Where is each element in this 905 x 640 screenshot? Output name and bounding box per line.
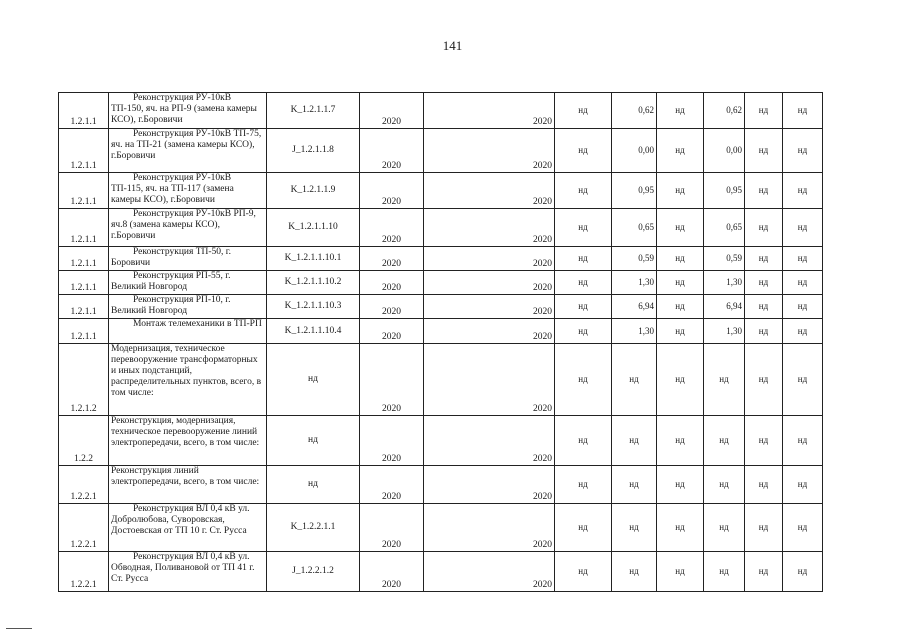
row-name	[109, 271, 267, 295]
row-value-3: нд	[657, 552, 704, 592]
row-value-5: нд	[745, 173, 783, 209]
row-value-4: 1,30	[704, 319, 745, 344]
row-year-end: 2020	[424, 247, 555, 271]
row-year-start: 2020	[360, 271, 424, 295]
row-value-2: нд	[612, 552, 657, 592]
row-code: 1.2.2.1	[59, 552, 109, 592]
row-value-6: нд	[783, 209, 823, 247]
row-value-4: 0,95	[704, 173, 745, 209]
page-number: 141	[442, 38, 463, 53]
row-value-5: нд	[745, 271, 783, 295]
row-name-text: Реконструкция РП-10, г. Великий Новгород	[111, 295, 231, 316]
row-identifier: K_1.2.1.1.10.4	[267, 319, 360, 344]
row-value-3: нд	[657, 247, 704, 271]
row-identifier: J_1.2.2.1.2	[267, 552, 360, 592]
row-value-2: 0,59	[612, 247, 657, 271]
table-row	[59, 466, 823, 504]
row-code: 1.2.1.1	[59, 93, 109, 129]
row-value-6: нд	[783, 319, 823, 344]
row-year-start: 2020	[360, 552, 424, 592]
row-value-6: нд	[783, 173, 823, 209]
row-value-4: 0,62	[704, 93, 745, 129]
row-value-4: нд	[704, 552, 745, 592]
row-name-text: Реконструкция ВЛ 0,4 кВ ул. Обводная, Поливановой от ТП 41 г. Ст. Русса	[111, 552, 255, 584]
row-year-end: 2020	[424, 93, 555, 129]
row-value-3: нд	[657, 466, 704, 504]
row-name	[109, 129, 267, 173]
row-year-end: 2020	[424, 552, 555, 592]
row-identifier: K_1.2.1.1.10.2	[267, 271, 360, 295]
table-row	[59, 344, 823, 416]
row-code: 1.2.2.1	[59, 504, 109, 552]
row-name	[109, 344, 267, 416]
row-value-5: нд	[745, 209, 783, 247]
row-year-end: 2020	[424, 416, 555, 466]
row-year-start: 2020	[360, 344, 424, 416]
row-value-5: нд	[745, 416, 783, 466]
row-year-start: 2020	[360, 209, 424, 247]
row-value-6: нд	[783, 93, 823, 129]
row-value-1: нд	[555, 344, 612, 416]
row-value-5: нд	[745, 319, 783, 344]
row-identifier: нд	[267, 344, 360, 416]
row-name-text: Реконструкция РП-55, г. Великий Новгород	[111, 271, 231, 292]
row-value-6: нд	[783, 504, 823, 552]
row-identifier: нд	[267, 466, 360, 504]
row-name-text: Реконструкция ВЛ 0,4 кВ ул. Добролюбова, Суворовская, Достоевская от ТП 10 г. Ст. Русса	[111, 504, 250, 536]
row-value-3: нд	[657, 295, 704, 319]
row-year-start: 2020	[360, 416, 424, 466]
row-year-end: 2020	[424, 295, 555, 319]
table-row	[59, 552, 823, 592]
row-value-1: нд	[555, 129, 612, 173]
row-value-6: нд	[783, 271, 823, 295]
row-name-text: Модернизация, техническое перевооружение трансформаторных и иных подстанций, распределительных пунктов, всего, в том числе:	[111, 344, 262, 398]
row-name	[109, 295, 267, 319]
row-value-3: нд	[657, 173, 704, 209]
row-identifier: K_1.2.1.1.10	[267, 209, 360, 247]
row-year-end: 2020	[424, 173, 555, 209]
footer-mark	[6, 628, 32, 629]
row-code: 1.2.1.1	[59, 173, 109, 209]
row-value-3: нд	[657, 319, 704, 344]
row-name	[109, 416, 267, 466]
row-value-1: нд	[555, 466, 612, 504]
row-year-end: 2020	[424, 466, 555, 504]
row-value-1: нд	[555, 271, 612, 295]
row-value-4: 0,65	[704, 209, 745, 247]
row-value-6: нд	[783, 129, 823, 173]
row-name	[109, 466, 267, 504]
row-name-text: Реконструкция РУ-10кВ ТП-115, яч. на ТП-117 (замена камеры КСО), г.Боровичи	[111, 173, 234, 205]
row-code: 1.2.1.1	[59, 319, 109, 344]
row-year-start: 2020	[360, 173, 424, 209]
row-value-2: 0,95	[612, 173, 657, 209]
row-value-2: 0,65	[612, 209, 657, 247]
row-value-4: нд	[704, 344, 745, 416]
row-identifier: K_1.2.2.1.1	[267, 504, 360, 552]
row-value-4: нд	[704, 504, 745, 552]
investment-table	[58, 92, 823, 592]
table-row	[59, 247, 823, 271]
row-value-2: нд	[612, 504, 657, 552]
table-body	[59, 93, 823, 592]
row-code: 1.2.1.2	[59, 344, 109, 416]
row-code: 1.2.1.1	[59, 295, 109, 319]
row-code: 1.2.1.1	[59, 247, 109, 271]
row-value-3: нд	[657, 271, 704, 295]
row-value-1: нд	[555, 247, 612, 271]
row-name-text: Реконструкция линий электропередачи, всего, в том числе:	[111, 466, 260, 487]
row-value-2: 6,94	[612, 295, 657, 319]
row-value-2: нд	[612, 416, 657, 466]
row-value-1: нд	[555, 295, 612, 319]
row-year-start: 2020	[360, 504, 424, 552]
row-value-5: нд	[745, 466, 783, 504]
row-value-1: нд	[555, 552, 612, 592]
row-year-start: 2020	[360, 247, 424, 271]
row-identifier: K_1.2.1.1.10.3	[267, 295, 360, 319]
row-code: 1.2.1.1	[59, 271, 109, 295]
row-value-6: нд	[783, 416, 823, 466]
table-row	[59, 93, 823, 129]
row-value-2: 1,30	[612, 319, 657, 344]
row-name-text: Реконструкция РУ-10кВ ТП-75, яч. на ТП-21 (замена камеры КСО), г.Боровичи	[111, 129, 262, 161]
row-value-2: нд	[612, 466, 657, 504]
row-year-end: 2020	[424, 209, 555, 247]
row-value-6: нд	[783, 247, 823, 271]
row-value-4: 6,94	[704, 295, 745, 319]
row-year-end: 2020	[424, 344, 555, 416]
table-row	[59, 504, 823, 552]
row-value-6: нд	[783, 552, 823, 592]
row-value-3: нд	[657, 129, 704, 173]
row-value-1: нд	[555, 319, 612, 344]
table-row	[59, 209, 823, 247]
row-name	[109, 209, 267, 247]
row-value-6: нд	[783, 344, 823, 416]
row-name	[109, 552, 267, 592]
row-year-end: 2020	[424, 319, 555, 344]
row-value-5: нд	[745, 344, 783, 416]
row-value-5: нд	[745, 552, 783, 592]
row-identifier: K_1.2.1.1.10.1	[267, 247, 360, 271]
row-value-1: нд	[555, 416, 612, 466]
row-value-1: нд	[555, 504, 612, 552]
row-value-3: нд	[657, 93, 704, 129]
row-name-text: Монтаж телемеханики в ТП-РП	[133, 319, 262, 329]
table-row	[59, 271, 823, 295]
row-value-4: нд	[704, 466, 745, 504]
table-row	[59, 319, 823, 344]
row-name-text: Реконструкция РУ-10кВ ТП-150, яч. на РП-9 (замена камеры КСО), г.Боровичи	[111, 93, 257, 125]
row-code: 1.2.2.1	[59, 466, 109, 504]
row-value-6: нд	[783, 295, 823, 319]
row-value-3: нд	[657, 344, 704, 416]
table-row	[59, 295, 823, 319]
row-value-1: нд	[555, 173, 612, 209]
row-year-end: 2020	[424, 129, 555, 173]
row-identifier: K_1.2.1.1.7	[267, 93, 360, 129]
row-value-4: 0,00	[704, 129, 745, 173]
row-value-4: нд	[704, 416, 745, 466]
row-value-2: нд	[612, 344, 657, 416]
row-year-start: 2020	[360, 319, 424, 344]
row-identifier: нд	[267, 416, 360, 466]
table-row	[59, 129, 823, 173]
row-value-5: нд	[745, 504, 783, 552]
row-value-1: нд	[555, 93, 612, 129]
row-year-end: 2020	[424, 271, 555, 295]
row-value-3: нд	[657, 416, 704, 466]
row-name	[109, 93, 267, 129]
row-value-5: нд	[745, 247, 783, 271]
table-row	[59, 173, 823, 209]
row-name	[109, 504, 267, 552]
row-value-2: 0,00	[612, 129, 657, 173]
row-value-3: нд	[657, 209, 704, 247]
table-row	[59, 416, 823, 466]
row-value-3: нд	[657, 504, 704, 552]
row-year-start: 2020	[360, 466, 424, 504]
row-name	[109, 319, 267, 344]
row-code: 1.2.1.1	[59, 129, 109, 173]
row-value-5: нд	[745, 295, 783, 319]
row-code: 1.2.2	[59, 416, 109, 466]
row-name	[109, 247, 267, 271]
row-value-2: 1,30	[612, 271, 657, 295]
row-year-start: 2020	[360, 129, 424, 173]
row-year-start: 2020	[360, 93, 424, 129]
row-name	[109, 173, 267, 209]
row-value-5: нд	[745, 93, 783, 129]
row-year-end: 2020	[424, 504, 555, 552]
row-code: 1.2.1.1	[59, 209, 109, 247]
row-value-2: 0,62	[612, 93, 657, 129]
row-name-text: Реконструкция, модернизация, техническое перевооружение линий электропередачи, всего, в том числе:	[111, 416, 260, 448]
row-value-6: нд	[783, 466, 823, 504]
row-identifier: K_1.2.1.1.9	[267, 173, 360, 209]
row-year-start: 2020	[360, 295, 424, 319]
row-value-1: нд	[555, 209, 612, 247]
row-name-text: Реконструкция ТП-50, г. Боровичи	[111, 247, 232, 268]
row-name-text: Реконструкция РУ-10кВ РП-9, яч.8 (замена камеры КСО), г.Боровичи	[111, 209, 256, 241]
row-value-5: нд	[745, 129, 783, 173]
row-identifier: J_1.2.1.1.8	[267, 129, 360, 173]
row-value-4: 0,59	[704, 247, 745, 271]
row-value-4: 1,30	[704, 271, 745, 295]
